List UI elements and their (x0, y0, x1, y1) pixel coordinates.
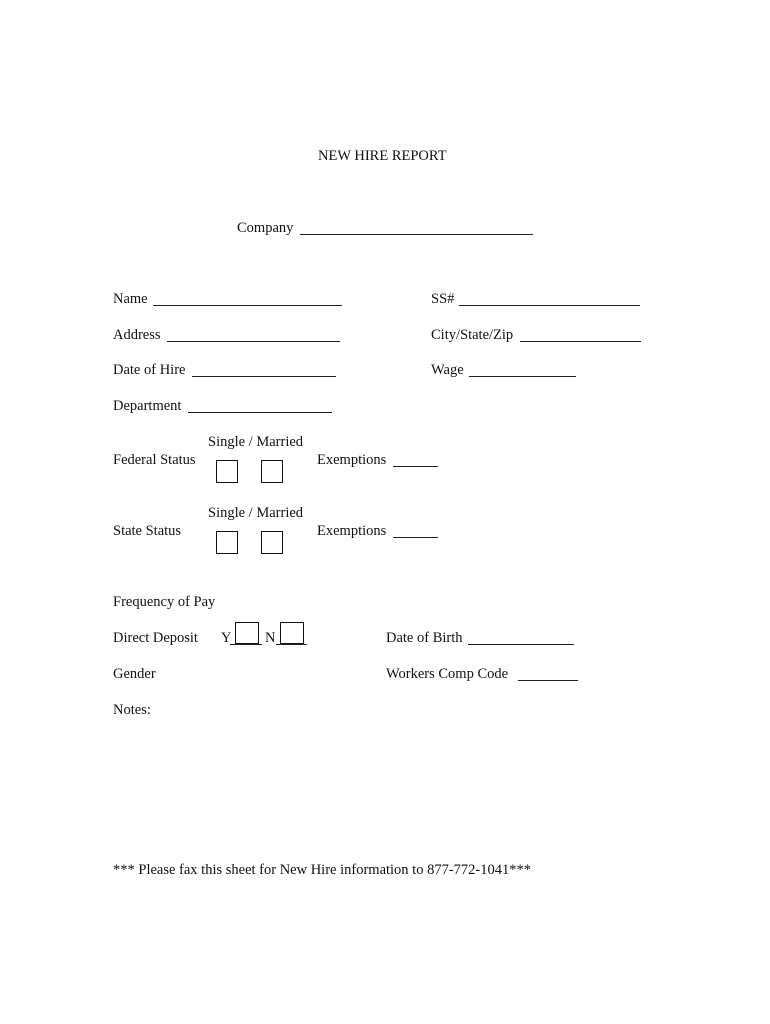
state-single-married-label: Single / Married (208, 505, 304, 521)
federal-exemptions-field[interactable] (393, 466, 438, 467)
ss-label: SS# (431, 291, 455, 307)
wage-field[interactable] (469, 376, 576, 377)
direct-deposit-no-checkbox[interactable] (280, 622, 304, 644)
department-label: Department (113, 398, 182, 414)
address-label: Address (113, 327, 161, 343)
federal-status-label: Federal Status (113, 452, 196, 468)
federal-single-married-label: Single / Married (208, 434, 304, 450)
state-status-label: State Status (113, 523, 182, 539)
city-state-zip-field[interactable] (520, 341, 641, 342)
city-state-zip-label: City/State/Zip (431, 327, 514, 343)
address-field[interactable] (167, 341, 340, 342)
date-of-birth-label: Date of Birth (386, 630, 463, 646)
direct-deposit-yes-underline (230, 644, 262, 645)
direct-deposit-yes-label: Y (221, 630, 232, 646)
date-of-hire-field[interactable] (192, 376, 336, 377)
state-exemptions-label: Exemptions (317, 523, 387, 539)
direct-deposit-yes-checkbox[interactable] (235, 622, 259, 644)
workers-comp-code-label: Workers Comp Code (386, 666, 509, 682)
wage-label: Wage (431, 362, 464, 378)
state-married-checkbox[interactable] (261, 531, 283, 554)
federal-single-checkbox[interactable] (216, 460, 238, 483)
workers-comp-code-field[interactable] (518, 680, 578, 681)
page-title: NEW HIRE REPORT (318, 148, 447, 164)
direct-deposit-label: Direct Deposit (113, 630, 198, 646)
direct-deposit-no-label: N (265, 630, 276, 646)
fax-instructions: *** Please fax this sheet for New Hire information to 877-772-1041*** (113, 862, 531, 878)
federal-exemptions-label: Exemptions (317, 452, 387, 468)
name-label: Name (113, 291, 148, 307)
frequency-of-pay-label: Frequency of Pay (113, 594, 216, 610)
name-field[interactable] (153, 305, 342, 306)
date-of-birth-field[interactable] (468, 644, 574, 645)
company-label: Company (237, 220, 294, 236)
state-exemptions-field[interactable] (393, 537, 438, 538)
federal-married-checkbox[interactable] (261, 460, 283, 483)
state-single-checkbox[interactable] (216, 531, 238, 554)
department-field[interactable] (188, 412, 332, 413)
direct-deposit-no-underline (276, 644, 307, 645)
ss-field[interactable] (459, 305, 640, 306)
gender-label: Gender (113, 666, 156, 682)
notes-label: Notes: (113, 702, 151, 718)
company-field[interactable] (300, 234, 533, 235)
date-of-hire-label: Date of Hire (113, 362, 186, 378)
